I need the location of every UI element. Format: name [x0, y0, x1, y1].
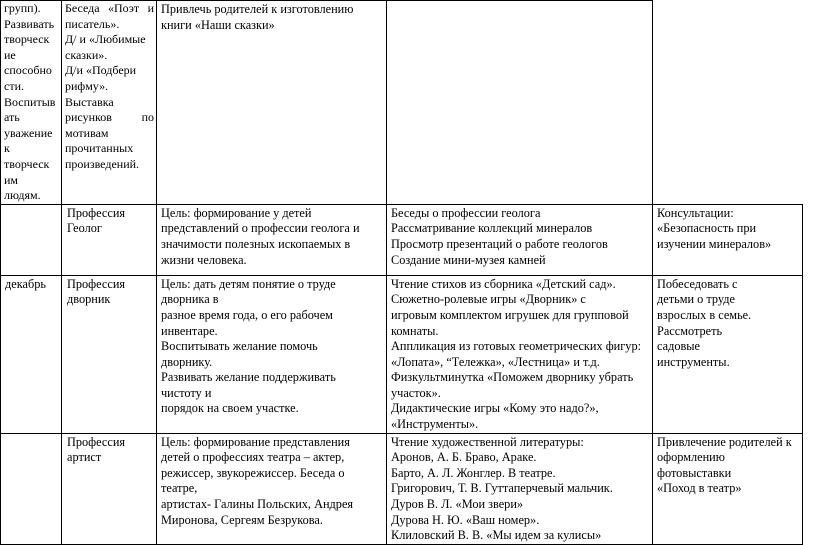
cell-line: изучении минералов»	[657, 236, 772, 251]
cell-line: творческ	[4, 156, 50, 171]
cell-line: разное время года, о его рабочем	[161, 307, 333, 322]
topic-cell	[62, 1, 157, 205]
cell-line: Профессия	[67, 434, 126, 449]
cell-line: Рассмотреть	[657, 323, 723, 338]
cell-line: ать	[4, 110, 20, 125]
cell-line: Аппликация из готовых геометрических фигур:	[391, 339, 642, 354]
cell-line: уважение	[4, 125, 53, 140]
cell-line: групп).	[4, 1, 41, 15]
cell-line: Выставка	[65, 94, 114, 109]
cell-line: Воспитыв	[4, 94, 56, 109]
cell-line: Воспитывать желание помочь	[161, 339, 318, 354]
parents-cell	[653, 275, 803, 433]
cell-line: Сюжетно-ролевые игры «Дворник» с	[391, 292, 586, 307]
month-cell	[1, 204, 62, 275]
parents-cell	[653, 433, 803, 544]
cell-line: творческ	[4, 32, 50, 47]
month-cell	[1, 275, 62, 433]
goal-cell	[157, 204, 387, 275]
cell-line: Профессия	[67, 276, 126, 291]
cell-line: Геолог	[67, 221, 102, 236]
cell-line: артист	[67, 450, 102, 465]
goal-cell	[157, 433, 387, 544]
cell-line: артистах- Галины Польских, Андрея	[161, 497, 354, 512]
cell-line: Д/и «Подбери	[65, 63, 137, 78]
table-row	[1, 204, 803, 275]
cell-line: «Лопата», “Тележка», «Лестница» и т.д.	[391, 354, 600, 369]
cell-line: комнаты.	[391, 323, 439, 338]
cell-line: театре,	[161, 481, 198, 496]
goal-cell	[157, 1, 387, 205]
cell-line: оформлению	[657, 450, 725, 465]
cell-line: значимости полезных ископаемых в	[161, 236, 351, 251]
cell-line: Дурова Н. Ю. «Ваш номер».	[391, 512, 540, 527]
cell-line: мотивам	[65, 125, 109, 140]
cell-line: Консультации:	[657, 205, 734, 220]
cell-line: дворника в	[161, 292, 219, 307]
cell-line: книги «Наши сказки»	[161, 17, 275, 32]
cell-line: Развивать желание поддерживать	[161, 370, 336, 385]
activities-cell	[387, 1, 653, 205]
cell-line: Д/ и «Любимые	[65, 32, 146, 47]
cell-line: игровым комплектом игрушек для групповой	[391, 307, 629, 322]
cell-line: Григорович, Т. В. Гуттаперчевый мальчик.	[391, 481, 613, 496]
cell-line: инвентаре.	[161, 323, 218, 338]
cell-line: Физкультминутка «Поможем дворнику убрать	[391, 370, 634, 385]
cell-line: декабрь	[5, 276, 46, 291]
cell-line: Дидактические игры «Кому это надо?»,	[391, 401, 599, 416]
topic-cell	[62, 204, 157, 275]
cell-line: Просмотр презентаций о работе геологов	[391, 236, 608, 251]
cell-line: Дуров В. Л. «Мои звери»	[391, 497, 524, 512]
cell-line: «Поход в театр»	[657, 481, 742, 496]
cell-line: писатель».	[65, 16, 120, 31]
cell-line: Цель: дать детям понятие о труде	[161, 276, 336, 291]
cell-line: Чтение стихов из сборника «Детский сад».	[391, 276, 616, 291]
cell-line: Клиловский В. В. «Мы идем за кулисы»	[391, 528, 602, 543]
cell-line: к	[4, 141, 10, 156]
cell-line: прочитанных	[65, 141, 134, 156]
cell-line: способно	[4, 63, 52, 78]
cell-line: Цель: формирование представления	[161, 434, 350, 449]
cell-line: им	[4, 172, 19, 187]
cell-line: Чтение художественной литературы:	[391, 434, 584, 449]
topic-cell	[62, 275, 157, 433]
cell-line: Цель: формирование у детей	[161, 205, 312, 220]
cell-line: ие	[4, 47, 16, 62]
cell-line: Беседы о профессии геолога	[391, 205, 541, 220]
cell-line: Миронова, Сергеям Безрукова.	[161, 512, 323, 527]
goal-cell	[157, 275, 387, 433]
cell-line: Аронов, А. Б. Браво, Араке.	[391, 450, 537, 465]
cell-line: рифму».	[65, 78, 109, 93]
cell-line: Беседа «Поэт и	[65, 1, 154, 15]
cell-line: Профессия	[67, 205, 126, 220]
cell-line: Привлечь родителей к изготовлению	[161, 2, 354, 16]
cell-line: чистоту и	[161, 385, 212, 400]
cell-line: рисунков по	[65, 110, 154, 125]
cell-line: порядок на своем участке.	[161, 401, 299, 416]
cell-line: Развивать	[4, 16, 55, 31]
cell-line: инструменты.	[657, 354, 730, 369]
cell-line: «Инструменты».	[391, 417, 479, 432]
cell-line: участок».	[391, 385, 441, 400]
parents-cell	[653, 204, 803, 275]
cell-line: дворнику.	[161, 354, 213, 369]
table-row	[1, 275, 803, 433]
table-row	[1, 433, 803, 544]
cell-line: представлений о профессии геолога и	[161, 221, 360, 236]
cell-line: жизни человека.	[161, 252, 247, 267]
table-row	[1, 1, 803, 205]
cell-line: Рассматривание коллекций минералов	[391, 221, 593, 236]
cell-line: фотовыставки	[657, 465, 732, 480]
cell-line: сти.	[4, 78, 24, 93]
cell-line: детьми о труде	[657, 292, 735, 307]
cell-line: «Безопасность при	[657, 221, 757, 236]
cell-line: Привлечение родителей к	[657, 434, 792, 449]
activities-cell	[387, 275, 653, 433]
cell-line: Барто, А. Л. Жонглер. В театре.	[391, 465, 556, 480]
cell-line: детей о профессиях театра – актер,	[161, 450, 345, 465]
cell-line: людям.	[4, 188, 41, 203]
cell-line: сказки».	[65, 47, 108, 62]
parents-cell	[653, 1, 803, 205]
cell-line: режиссер, звукорежиссер. Беседа о	[161, 465, 345, 480]
month-cell	[1, 1, 62, 205]
cell-line: дворник	[67, 292, 111, 307]
topic-cell	[62, 433, 157, 544]
cell-line: Побеседовать с	[657, 276, 738, 291]
cell-line: садовые	[657, 339, 700, 354]
activities-cell	[387, 204, 653, 275]
activities-cell	[387, 433, 653, 544]
month-cell	[1, 433, 62, 544]
cell-line: Создание мини-музея камней	[391, 252, 546, 267]
cell-line: взрослых в семье.	[657, 307, 752, 322]
cell-line: произведений.	[65, 156, 140, 171]
